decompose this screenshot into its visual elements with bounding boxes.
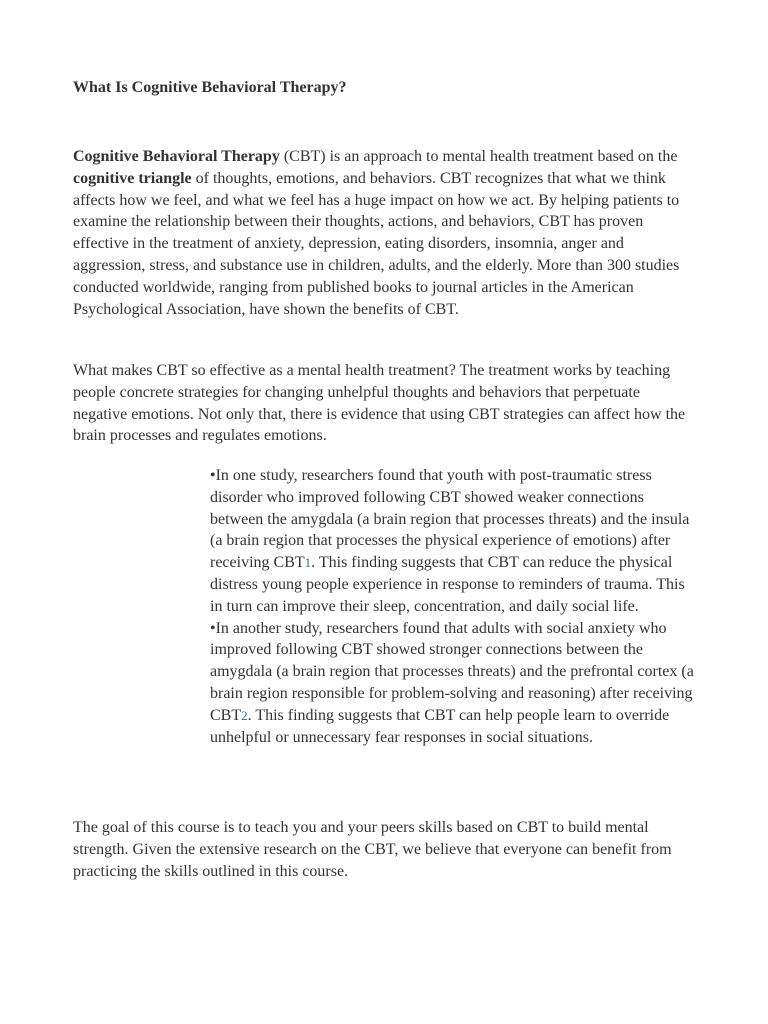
course-goal-paragraph: The goal of this course is to teach you and your peers skills based on CBT to build mental strength. Given the extensive research on the CBT, we believe that everyone can benefit from practicing the skills outlined in this course. bbox=[73, 819, 672, 880]
study-list bbox=[210, 465, 700, 748]
term-cbt: Cognitive Behavioral Therapy bbox=[73, 148, 280, 165]
study-1-text-cont: . This finding suggests that CBT can reduce the physical distress young people experience in response to reminders of trauma. This in turn can improve their sleep, concentration, and daily social life. bbox=[210, 554, 685, 615]
study-2-text: •In another study, researchers found that adults with social anxiety who improved following CBT showed stronger connections between the amygdala (a brain region that processes threats) and the prefrontal cortex (a brain region responsible for problem-solving and reasoning) after receiving CBT bbox=[210, 619, 694, 724]
intro-text-a: (CBT) is an approach to mental health treatment based on the bbox=[279, 148, 678, 165]
effectiveness-paragraph: What makes CBT so effective as a mental health treatment? The treatment works by teaching people concrete strategies for changing unhelpful thoughts and behaviors that perpetuate negative emotions. Not only that, there is evidence that using CBT strategies can affect how the brain processes and regulates emotions. bbox=[73, 362, 686, 445]
study-item-1 bbox=[210, 465, 700, 618]
study-item-2 bbox=[210, 618, 700, 749]
page-title: What Is Cognitive Behavioral Therapy? bbox=[73, 79, 347, 96]
reference-link-2[interactable]: 2 bbox=[241, 707, 248, 723]
intro-text-b: of thoughts, emotions, and behaviors. CBT recognizes that what we think affects how we feel, and what we feel has a huge impact on how we act. By helping patients to examine the relationship between their thoughts, actions, and behaviors, CBT has proven effective in the treatment of anxiety, depression, eating disorders, insomnia, anger and aggression, stress, and substance use in children, adults, and the elderly. More than 300 studies conducted worldwide, ranging from published books to journal articles in the American Psychological Association, have shown the benefits of CBT. bbox=[73, 169, 680, 318]
study-2-text-cont: . This finding suggests that CBT can help people learn to override unhelpful or unnecessary fear responses in social situations. bbox=[210, 706, 670, 746]
reference-link-1[interactable]: 1 bbox=[304, 555, 312, 571]
intro-paragraph bbox=[73, 146, 698, 320]
term-cognitive-triangle: cognitive triangle bbox=[73, 169, 192, 187]
study-1-text: •In one study, researchers found that youth with post-traumatic stress disorder who improved following CBT showed weaker connections between the amygdala (a brain region that processes threats) and the insula (a brain region that processes the physical experience of emotions) after receiving CBT bbox=[210, 467, 690, 572]
